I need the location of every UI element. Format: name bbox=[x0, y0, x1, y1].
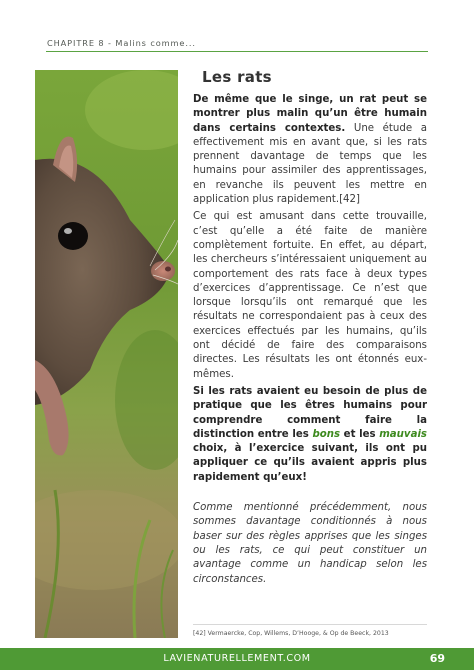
header-divider bbox=[46, 51, 428, 52]
paragraph-3 bbox=[193, 385, 427, 485]
footnote: [42] Vermaercke, Cop, Willems, D’Hooge, & Op de Beeck, 2013 bbox=[193, 630, 389, 637]
italic-quote: Comme mentionné précédemment, nous sommes davantage conditionnés à nous baser sur des règles apprises que les singes ou les rats, ce qui peut constituer un avantage comme un handicap selon les circonstances. bbox=[193, 502, 427, 585]
footer-website: LAVIENATURELLEMENT.COM bbox=[163, 653, 311, 664]
article-body bbox=[193, 93, 427, 590]
emphasis-bons: bons bbox=[312, 428, 341, 440]
paragraph-1-rest: Une étude a effectivement mis en avant que, si les rats prennent davantage de temps que les humains pour assimiler des apprentissages, en revanche ils peuvent les mettre en application plus rapidement.[42] bbox=[193, 122, 427, 206]
paragraph-1 bbox=[193, 93, 427, 207]
emphasis-mauvais: mauvais bbox=[379, 428, 428, 440]
chapter-header: CHAPITRE 8 - Malins comme... bbox=[47, 38, 196, 48]
paragraph-3-end: choix, à l’exercice suivant, ils ont pu appliquer ce qu’ils avaient appris plus rapidement qu’eux! bbox=[193, 443, 427, 483]
page-number: 69 bbox=[429, 652, 445, 665]
paragraph-3-mid: et les bbox=[340, 428, 380, 440]
section-title: Les rats bbox=[202, 68, 272, 86]
paragraph-2: Ce qui est amusant dans cette trouvaille, c’est qu’elle a été faite de manière complètement fortuite. En effet, au départ, les chercheurs s’intéressaient uniquement au comportement des rats face à deux types d’exercices d’apprentissage. Ce n’est que lorsque lorsqu’ils ont remarqué que les résultats ne correspondaient pas à ceux des exercices effectués par les humains, qu’ils ont décidé de faire des comparaisons directes. Les résultats les ont étonnés eux-mêmes. bbox=[193, 211, 427, 380]
paragraph-1-bold: De même que le singe, un rat peut se montrer plus malin qu’un être humain dans certains contextes. bbox=[193, 94, 427, 134]
footnote-divider bbox=[193, 624, 427, 625]
rat-photo bbox=[35, 70, 178, 638]
paragraph-3-start: Si les rats avaient eu besoin de plus de pratique que les êtres humains pour comprendre comment faire la distinction entre les bbox=[193, 385, 427, 440]
